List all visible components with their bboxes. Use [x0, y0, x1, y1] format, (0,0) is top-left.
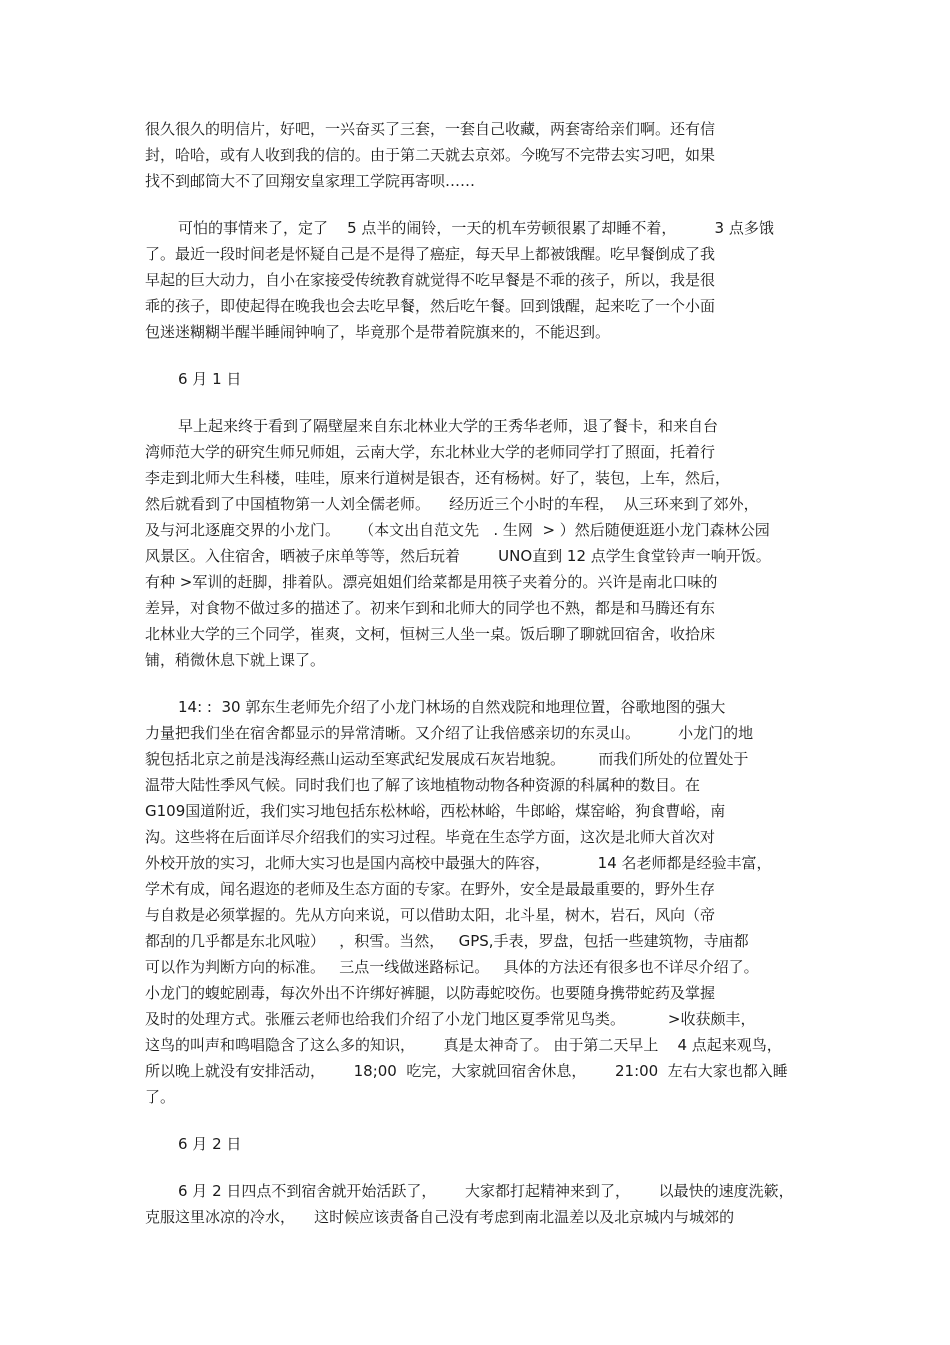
text-line: 沟。这些将在后面详尽介绍我们的实习过程。毕竟在生态学方面，这次是北师大首次对: [145, 828, 716, 846]
text-line: 铺，稍微休息下就上课了。: [145, 651, 326, 669]
text-line: G109国道附近，我们实习地包括东松林峪，西松林峪，牛郎峪，煤窑峪，狗食曹峪，南: [145, 802, 726, 820]
text-line: 都刮的几乎都是东北风啦） ，积雪。当然， GPS,手表，罗盘，包括一些建筑物，寺庙都: [145, 932, 749, 950]
text-line: 了。: [145, 1088, 176, 1106]
text-line: 包迷迷糊糊半醒半睡闹钟响了，毕竟那个是带着院旗来的，不能迟到。: [145, 323, 611, 341]
text-line: 了。最近一段时间老是怀疑自己是不是得了癌症，每天早上都被饿醒。吃早餐倒成了我: [145, 245, 716, 263]
text-line: 这鸟的叫声和鸣唱隐含了这么多的知识， 真是太神奇了。 由于第二天早上 4 点起来观鸟，: [145, 1036, 782, 1054]
date-heading: 6 月 2 日: [178, 1135, 242, 1153]
text-line: 早起的巨大动力，自小在家接受传统教育就觉得不吃早餐是不乖的孩子，所以，我是很: [145, 271, 716, 289]
text-line: 所以晚上就没有安排活动， 18;00 吃完，大家就回宿舍休息， 21:00 左右大家也都入睡: [145, 1062, 788, 1080]
text-line: 很久很久的明信片，好吧，一兴奋买了三套，一套自己收藏，两套寄给亲们啊。还有信: [145, 120, 716, 138]
text-line: 然后就看到了中国植物第一人刘全儒老师。 经历近三个小时的车程， 从三环来到了郊外，: [145, 495, 759, 513]
text-line: 学术有成，闻名遐迩的老师及生态方面的专家。在野外，安全是最最重要的，野外生存: [145, 880, 716, 898]
text-line: 克服这里冰凉的冷水， 这时候应该责备自己没有考虑到南北温差以及北京城内与城郊的: [145, 1208, 735, 1226]
text-line: 李走到北师大生科楼，哇哇，原来行道树是银杏，还有杨树。好了，装包，上车，然后，: [145, 469, 731, 487]
text-line: 找不到邮筒大不了回翔安皇家理工学院再寄呗……: [145, 172, 476, 190]
text-line: 风景区。入住宿舍，晒被子床单等等，然后玩着 UNO直到 12 点学生食堂铃声一响开饭。: [145, 547, 771, 565]
text-line: 乖的孩子，即使起得在晚我也会去吃早餐，然后吃午餐。回到饿醒，起来吃了一个小面: [145, 297, 716, 315]
text-line: 小龙门的蝮蛇剧毒，每次外出不许绑好裤腿，以防毒蛇咬伤。也要随身携带蛇药及掌握: [145, 984, 716, 1002]
text-line: 14: : 30 郭东生老师先介绍了小龙门林场的自然戏院和地理位置，谷歌地图的强大: [178, 698, 726, 716]
text-line: 可以作为判断方向的标准。 三点一线做迷路标记。 具体的方法还有很多也不详尽介绍了。: [145, 958, 759, 976]
text-line: 封，哈哈，或有人收到我的信的。由于第二天就去京郊。今晚写不完带去实习吧，如果: [145, 146, 716, 164]
text-line: 早上起来终于看到了隔壁屋来自东北林业大学的王秀华老师，退了餐卡，和来自台: [178, 417, 719, 435]
text-line: 及与河北逐鹿交界的小龙门。 （本文出自范文先 . 生网 > ）然后随便逛逛小龙门森林公园: [145, 521, 770, 539]
text-line: 湾师范大学的研究生师兄师姐，云南大学，东北林业大学的老师同学打了照面，托着行: [145, 443, 716, 461]
text-line: 力量把我们坐在宿舍都显示的异常清晰。又介绍了让我倍感亲切的东灵山。 小龙门的地: [145, 724, 754, 742]
text-line: 差异，对食物不做过多的描述了。初来乍到和北师大的同学也不熟，都是和马腾还有东: [145, 599, 716, 617]
text-line: 可怕的事情来了，定了 5 点半的闹铃，一天的机车劳顿很累了却睡不着， 3 点多饿: [178, 219, 774, 237]
text-line: 温带大陆性季风气候。同时我们也了解了该地植物动物各种资源的科属种的数目。在: [145, 776, 701, 794]
text-line: 与自救是必须掌握的。先从方向来说，可以借助太阳，北斗星，树木，岩石，风向（帝: [145, 906, 716, 924]
text-line: 有种 >军训的赶脚，排着队。漂亮姐姐们给菜都是用筷子夹着分的。兴许是南北口味的: [145, 573, 718, 591]
text-line: 北林业大学的三个同学，崔爽，文柯，恒树三人坐一桌。饭后聊了聊就回宿舍，收拾床: [145, 625, 716, 643]
date-heading: 6 月 1 日: [178, 370, 242, 388]
text-line: 外校开放的实习，北师大实习也是国内高校中最强大的阵容， 14 名老师都是经验丰富，: [145, 854, 772, 872]
text-line: 貌包括北京之前是浅海经燕山运动至寒武纪发展成石灰岩地貌。 而我们所处的位置处于: [145, 750, 749, 768]
text-line: 6 月 2 日四点不到宿舍就开始活跃了， 大家都打起精神来到了， 以最快的速度洗簌，: [178, 1182, 794, 1200]
text-line: 及时的处理方式。张雁云老师也给我们介绍了小龙门地区夏季常见鸟类。 >收获颇丰，: [145, 1010, 756, 1028]
